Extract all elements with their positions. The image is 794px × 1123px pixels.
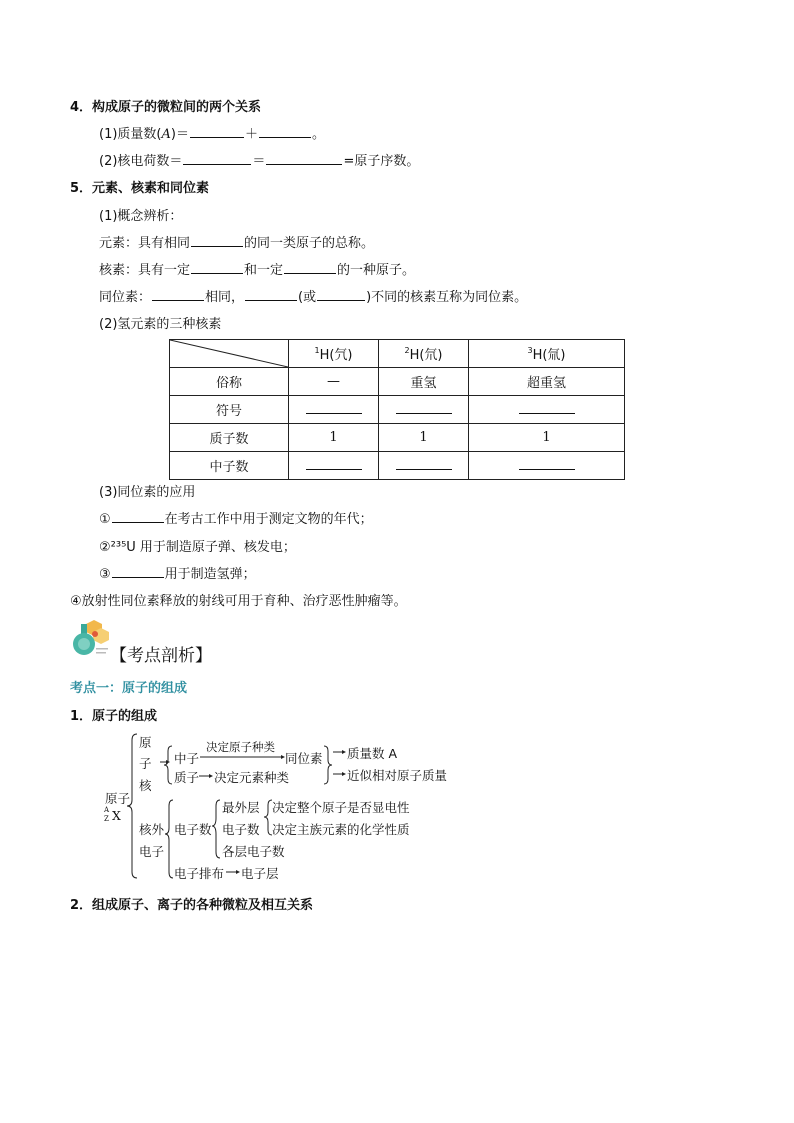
mass-superscript: 3 <box>527 346 533 355</box>
answer-blank[interactable] <box>519 401 575 414</box>
text: (或 <box>298 290 317 305</box>
row-label: 质子数 <box>170 424 289 452</box>
text: ＝ <box>252 154 266 169</box>
text: =原子序数。 <box>343 154 420 169</box>
atom-label: 原子 <box>105 791 131 806</box>
answer-blank[interactable] <box>519 457 575 470</box>
nucleus-char: 原 <box>139 735 152 750</box>
header-label: H(氘) <box>409 348 443 363</box>
mass-number-superscript: A <box>104 806 110 814</box>
answer-blank[interactable] <box>112 564 164 578</box>
outermost-electrons-label: 电子数 <box>222 822 260 837</box>
text: 元素：具有相同 <box>99 236 191 251</box>
item2-heading: 2．组成原子、离子的各种微粒及相互关系 <box>70 898 314 913</box>
outermost-label: 最外层 <box>222 800 260 815</box>
header-protium <box>289 340 379 368</box>
text: )不同的核素互称为同位素。 <box>366 290 528 305</box>
table-cell <box>379 452 469 480</box>
nucleus-char: 核 <box>139 778 152 793</box>
atomic-number-subscript: Z <box>104 815 109 823</box>
table-cell: 1 <box>379 424 469 452</box>
section4-heading: 4．构成原子的微粒间的两个关系 <box>70 100 262 115</box>
table-header-row <box>170 340 625 368</box>
application-3 <box>99 563 256 582</box>
outer-electron-char: 电子 <box>139 844 165 859</box>
proton-label: 质子 <box>174 770 200 785</box>
kaodian-title: 【考点剖析】 <box>110 646 212 666</box>
text: (2)核电荷数＝ <box>99 154 183 169</box>
nuclide-definition <box>99 259 415 278</box>
hydrogen-nuclides-label: (2)氢元素的三种核素 <box>99 317 222 332</box>
text: 核素：具有一定 <box>99 263 191 278</box>
flask-icon <box>72 618 112 658</box>
text: 和一定 <box>244 263 284 278</box>
header-label: H(氚) <box>532 348 566 363</box>
text: ③ <box>99 567 111 582</box>
row-label: 中子数 <box>170 452 289 480</box>
answer-blank[interactable] <box>191 260 243 274</box>
isotope-definition <box>99 286 527 305</box>
section5-heading: 5．元素、核素和同位素 <box>70 181 210 196</box>
point1-heading: 考点一：原子的组成 <box>70 681 188 696</box>
approx-mass-label: 近似相对原子质量 <box>347 768 448 783</box>
row-label: 俗称 <box>170 368 289 396</box>
text: 在考古工作中用于测定文物的年代； <box>164 512 373 527</box>
text: 。 <box>311 127 325 142</box>
table-cell <box>289 396 379 424</box>
answer-blank[interactable] <box>191 233 243 247</box>
applications-label: (3)同位素的应用 <box>99 485 196 500</box>
answer-blank[interactable] <box>306 457 362 470</box>
isotope-label: 同位素 <box>285 751 323 766</box>
table-row <box>170 368 625 396</box>
answer-blank[interactable] <box>396 401 452 414</box>
text: ＋ <box>244 127 258 142</box>
table-cell: 1 <box>289 424 379 452</box>
element-symbol: X <box>112 808 121 823</box>
text: (1)质量数( <box>99 127 162 142</box>
application-2: ②²³⁵U 用于制造原子弹、核发电； <box>99 540 296 555</box>
neutron-label: 中子 <box>174 751 200 766</box>
table-cell: 重氢 <box>379 368 469 396</box>
item1-heading: 1．原子的组成 <box>70 709 158 724</box>
diagonal-corner-cell <box>170 340 289 368</box>
table-row <box>170 452 625 480</box>
text: 的同一类原子的总称。 <box>244 236 375 251</box>
decide-chem-label: 决定主族元素的化学性质 <box>272 822 410 837</box>
nucleus-char: 子 <box>139 756 152 771</box>
outer-electron-char: 核外 <box>139 822 165 837</box>
application-1 <box>99 508 373 527</box>
answer-blank[interactable] <box>245 287 297 301</box>
table-cell: — <box>289 368 379 396</box>
row-label: 符号 <box>170 396 289 424</box>
text: ① <box>99 512 111 527</box>
hydrogen-nuclides-table <box>169 339 625 480</box>
header-tritium <box>469 340 625 368</box>
answer-blank[interactable] <box>284 260 336 274</box>
nuclear-charge-line <box>99 150 419 169</box>
table-cell <box>469 452 625 480</box>
answer-blank[interactable] <box>183 151 251 165</box>
diagonal-line <box>170 340 288 367</box>
mass-superscript: 2 <box>404 346 410 355</box>
text: 的一种原子。 <box>337 263 416 278</box>
text: A <box>161 127 171 142</box>
application-4: ④放射性同位素释放的射线可用于育种、治疗恶性肿瘤等。 <box>70 594 407 609</box>
table-cell <box>289 452 379 480</box>
table-cell: 1 <box>469 424 625 452</box>
mass-number-line <box>99 123 325 142</box>
table-cell <box>469 396 625 424</box>
table-cell: 超重氢 <box>469 368 625 396</box>
electron-count-label: 电子数 <box>174 822 212 837</box>
answer-blank[interactable] <box>152 287 204 301</box>
answer-blank[interactable] <box>306 401 362 414</box>
table-cell <box>379 396 469 424</box>
text: 用于制造氢弹； <box>164 567 256 582</box>
answer-blank[interactable] <box>317 287 365 301</box>
header-deuterium <box>379 340 469 368</box>
answer-blank[interactable] <box>112 509 164 523</box>
mass-number-label: 质量数 A <box>347 746 398 761</box>
answer-blank[interactable] <box>259 124 311 138</box>
text: 相同， <box>205 290 245 305</box>
layer-electrons-label: 各层电子数 <box>222 844 285 859</box>
decide-charge-label: 决定整个原子是否显电性 <box>272 800 410 815</box>
element-definition <box>99 232 374 251</box>
table-row <box>170 424 625 452</box>
mass-superscript: 1 <box>314 346 320 355</box>
answer-blank[interactable] <box>190 124 244 138</box>
concept-label: (1)概念辨析： <box>99 209 183 224</box>
answer-blank[interactable] <box>396 457 452 470</box>
answer-blank[interactable] <box>266 151 342 165</box>
proton-decides-label: 决定元素种类 <box>214 770 290 785</box>
neutron-arrow-label: 决定原子种类 <box>206 740 275 754</box>
shells-label: 电子层 <box>241 866 279 881</box>
text: )＝ <box>170 127 189 142</box>
arrangement-label: 电子排布 <box>174 866 225 881</box>
text: 同位素： <box>99 290 152 305</box>
header-label: H(氕) <box>319 348 353 363</box>
table-row <box>170 396 625 424</box>
